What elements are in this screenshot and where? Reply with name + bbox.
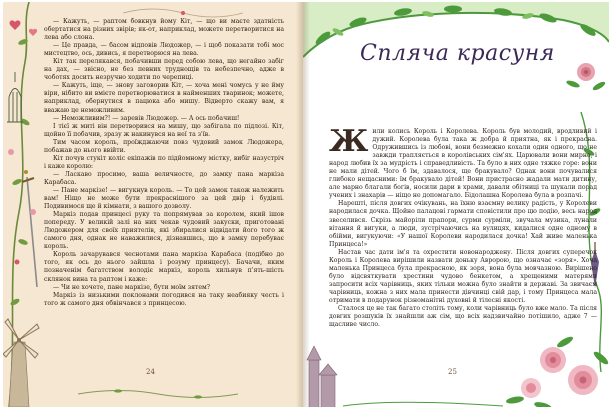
paragraph: или колись Король і Королева. Король був молодий, вродливий і дужий. Королева була така ж добра й приятна, як і прекрасна. Одружившись із любові, вони безмежно кохали один одного, що не завжди трапляється в королівських сім'ях. Царювали вони мирно, і народ любив їх за мудрість і справедливість. Та було в них одне тяжке горе: вони не мали дітей. Чого б їм, здавалося, ще бракувало? Однак вони почувалися глибоко нещасними: їм бракувало дітей! Вони пристрасно жадали мати дитину, але марно благали богів, носили дари в храми, давали обітниці та шукали порад учених і знахарів — ніщо не допомагало. Бідолашна Королева була в розпачі.: [329, 128, 597, 200]
rose-icon: [577, 63, 595, 81]
castle-icon: [307, 346, 337, 407]
drop-cap: Ж: [329, 124, 369, 159]
leaf-arch-illustration: [303, 2, 609, 132]
paragraph: Тим часом король, проїжджаючи повз чудовий замок Людожера, побажав до нього ввійти.: [44, 138, 284, 154]
windmill-icon: [3, 319, 39, 407]
paragraph: І тієї ж миті він перетворився на мишу, що забігала по підлозі. Кіт, щойно її побачив, зразу ж накинувся на неї та з'їв.: [44, 122, 284, 138]
story-title: Спляча красуня: [360, 41, 555, 66]
opening-paragraph: [329, 124, 597, 200]
paragraph: Нарешті, після довгих очікувань, на їхню взаємну велику радість, у Королеви народилася дочка. Щойно палацові гармати сповістили про цю подію, весь народ звеселився. Скрізь майоріли прапори, сурми сурміли, звучала музика, лунали вітання й вигуки, а люди, зустрічаючись на вулицях, кидалися одне одному в обійми, вигукуючи: «У нашої Королеви народилася дочка! Хай живе маленька Принцеса!»: [329, 200, 597, 248]
sword-icon: [22, 170, 37, 287]
paragraph: Король зачарувався чеснотами пана маркіза Карабаса (подібно до того, як ось до нього зайшла і розуму принцесу). Бачачи, яким позначенім багатством володіє маркіз, король хильнув п'ять-шість склянок вина та раптом і каже:: [44, 251, 284, 283]
paragraph: — Кажуть, іще, — знову заговорив Кіт, — хоча мені чомусь у не йму віри, нібито ви вмієте перетворюватися в найменших тваринок; можете, наприклад, обернутися в пацюка або мишу. Відверто скажу вам, я вважаю це неможливим.: [44, 82, 284, 114]
paragraph: Маркіз подав принцесі руку та попрямував за королем, який ішов попереду. У великій залі на них чекав чудовий закуски, приготовані Людожером для своїх приятелів, які збиралися відвідати його того ж самого дня, однак не наважилися, дізнавшись, що в замку перебуває король.: [44, 211, 284, 251]
bottom-ornament: [78, 387, 238, 401]
paragraph: — Неможливим?! — заревів Людожер. — А ось побачиш!: [53, 114, 240, 122]
paragraph: — Чи не хочете, пане маркізе, бути моїм зятем?: [53, 283, 211, 291]
paragraph: Маркіз із низькими поклонами погодився на таку неабияку честь і того ж самого дня обвінчався з принцесою.: [44, 291, 284, 307]
left-margin-illustration: [3, 2, 49, 407]
roses-cluster: [521, 347, 598, 398]
paragraph: Кіт так перелякався, побачивши перед собою лева, що негайно забіг на дах, — звісно, не без певних труднощів та небезпечно, адже в чоботях досить незручно ходити по черепиці.: [44, 58, 284, 82]
page-number-right: 25: [448, 368, 457, 376]
paragraph: — Кажуть, — раптом бовкнув йому Кіт, — що ви маєте здатність обертатися на різних звірів; як-от, наприклад, можете перетворитися на лева або слона.: [44, 18, 284, 42]
paragraph: — Ласкаво просимо, ваша величносте, до замку пана маркіза Карабаса.: [44, 170, 284, 186]
paragraph: — Це правда, — басом відповів Людожер, — і щоб показати тобі мос мистецтво, ось, дивись, я перетворюся на лева.: [44, 42, 284, 58]
birdcage-icon: [7, 72, 23, 122]
paragraph: Настав час дати ім'я та охрестити новонароджену. Після довгих суперечок Король і Королева вирішили назвати доньку Авророю, що означає «зоря». Хоча маленька Принцеса була прекрасною, як зоря, вона була мовчазною. Вирішено було відсвяткувати хрестини чудово бенкетом, а хрещеними матерями запросити всіх чарівниць, яких тільки можна було знайти в державі. За звичаєм чарівниць, кожна з них мала принести дівчинці свій дар, і тому Принцеса мала отримати в подарунок різноманітні духовні й тілесні якості.: [329, 248, 597, 304]
right-page-text: [329, 124, 597, 329]
paragraph: — Пане маркізе! — вигукнув король. — То цей замок також належить вам! Ніщо не може бути прекраснішого за цей двір і будівлі. Подивимося ще й кімнати, з вашого дозволу.: [44, 186, 284, 211]
castle-and-roses-illustration: [303, 320, 609, 407]
paragraph: Кіт почув стукіт коліс екіпажів по підйомному містку, вибіг назустріч і каже королю:: [44, 154, 284, 170]
book-gutter: [296, 2, 310, 407]
page-number-left: 24: [146, 368, 155, 376]
left-page-text: [44, 18, 284, 308]
paragraph: Сталося це не так багато століть тому, коли чарівниць було вже мало. Та після довгих розшуків їх знайшли аж сім, що всіх надзвичайно потішило, адже 7 — щасливе число.: [329, 305, 597, 329]
